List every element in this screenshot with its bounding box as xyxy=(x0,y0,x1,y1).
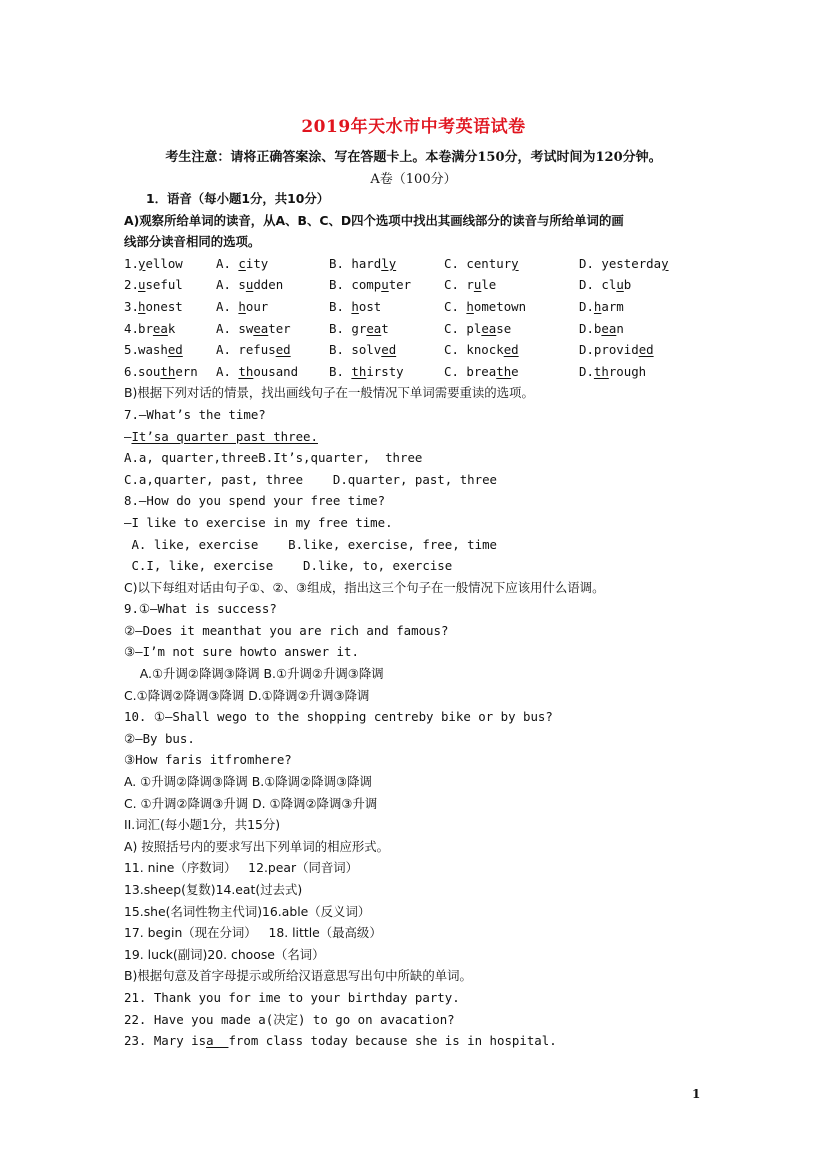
part2-b-instruction: B)根据句意及首字母提示或所给汉语意思写出句中所缺的单词。 xyxy=(124,968,472,984)
exam-notice: 考生注意：请将正确答案涂、写在答题卡上。本卷满分150分，考试时间为120分钟。 xyxy=(165,150,662,165)
underlined-letters: y xyxy=(661,255,669,271)
option-d xyxy=(579,296,624,318)
option-letter: B. xyxy=(329,255,352,271)
option-c xyxy=(444,253,519,275)
word-part: k xyxy=(167,320,176,336)
word-part: ellow xyxy=(145,255,183,271)
word-part: hard xyxy=(351,255,382,271)
word-part: cl xyxy=(601,277,617,293)
underlined-letters: th xyxy=(238,363,254,379)
q9-line3: ③—I’m not sure howto answer it. xyxy=(124,644,359,660)
underlined-letters: y xyxy=(511,255,519,271)
vocab-line: 17. begin（现在分词） 18. little（最高级） xyxy=(124,925,382,941)
q7-line2 xyxy=(124,426,704,448)
option-letter: A. xyxy=(216,277,239,293)
q23-prefix: 23. Mary is xyxy=(124,1033,207,1049)
q8-line1: 8.—How do you spend your free time? xyxy=(124,493,386,509)
option-letter: D. xyxy=(579,277,602,293)
word-part: knock xyxy=(466,342,504,358)
option-letter: B. xyxy=(329,277,352,293)
vocab-line: 19. luck(副词)20. choose（名词） xyxy=(124,946,325,962)
word-part: wash xyxy=(138,342,168,358)
underlined-letters: y xyxy=(138,255,146,271)
underlined-letters: h xyxy=(466,298,474,314)
word-part: ter xyxy=(388,277,412,293)
underlined-letters: th xyxy=(496,363,512,379)
option-d xyxy=(579,318,624,340)
option-a xyxy=(216,274,283,296)
option-a xyxy=(216,296,268,318)
word-part: ost xyxy=(358,298,382,314)
q21: 21. Thank you for ime to your birthday party. xyxy=(124,989,460,1005)
underlined-letters: th xyxy=(351,363,367,379)
option-letter: B. xyxy=(329,363,352,379)
phonetic-question-row xyxy=(124,274,704,296)
underlined-letters: ea xyxy=(152,320,168,336)
part1-b-instruction: B)根据下列对话的情景，找出画线句子在一般情况下单词需要重读的选项。 xyxy=(124,385,534,401)
q9-options-row1: A.①升调②降调③降调 B.①升调②升调③降调 xyxy=(124,666,384,682)
q23-blank: a xyxy=(206,1033,229,1049)
vocab-line: 15.she(名词性物主代词)16.able（反义词） xyxy=(124,903,371,919)
word-part: gr xyxy=(351,320,367,336)
underlined-letters: u xyxy=(138,277,146,293)
option-letter: C. xyxy=(444,342,467,358)
option-letter: A. xyxy=(216,320,239,336)
word-part: n xyxy=(616,320,624,336)
underlined-letters: u xyxy=(381,277,389,293)
q7-line1: 7.—What’s the time? xyxy=(124,406,266,422)
vocab-line: 13.sheep(复数)14.eat(过去式) xyxy=(124,882,303,897)
option-b xyxy=(329,339,396,361)
option-letter: C. xyxy=(444,277,467,293)
underlined-letters: u xyxy=(616,277,624,293)
word-part: rough xyxy=(608,363,647,379)
option-letter: D. xyxy=(579,342,594,358)
option-letter: D. xyxy=(579,320,594,336)
option-c xyxy=(444,339,519,361)
underlined-letters: ed xyxy=(503,342,519,358)
word-part: solv xyxy=(351,342,382,358)
phonetic-question-row xyxy=(124,361,704,383)
underlined-letters: ed xyxy=(638,342,654,358)
word-part: t xyxy=(381,320,389,336)
underlined-letters: ea xyxy=(366,320,382,336)
option-b xyxy=(329,274,411,296)
part1-a-instruction-line2: 线部分读音相同的选项。 xyxy=(124,234,261,250)
option-letter: D. xyxy=(579,363,594,379)
part2-a-instruction: A) 按照括号内的要求写出下列单词的相应形式。 xyxy=(124,838,390,854)
word-part: seful xyxy=(145,277,183,293)
underlined-letters: u xyxy=(473,277,482,293)
underlined-letters: ed xyxy=(275,342,291,358)
q10-line3: ③How faris itfromhere? xyxy=(124,752,292,768)
vocab-line: 11. nine（序数词） 12.pear（同音词） xyxy=(124,860,359,876)
word-part: brea xyxy=(466,363,497,379)
word-part: b xyxy=(593,320,602,336)
underlined-letters: h xyxy=(138,298,146,314)
option-letter: B. xyxy=(329,320,352,336)
option-letter: B. xyxy=(329,342,352,358)
option-letter: A. xyxy=(216,255,239,271)
phonetic-question-row xyxy=(124,253,704,275)
option-letter: C. xyxy=(444,298,467,314)
underlined-letters: ea xyxy=(601,320,617,336)
option-letter: C. xyxy=(444,255,467,271)
part1-c-instruction: C)以下每组对话由句子①、②、③组成，指出这三个句子在一般情况下应该用什么语调。 xyxy=(124,579,605,595)
question-number: 6. xyxy=(124,363,139,379)
page-title: 2019年天水市中考英语试卷 xyxy=(301,117,526,137)
part1-a-instruction-line1: A)观察所给单词的读音，从A、B、C、D四个选项中找出其画线部分的读音与所给单词的画 xyxy=(124,212,624,228)
option-d xyxy=(579,361,646,383)
q9-line1: 9.①—What is success? xyxy=(124,601,277,617)
word-part: comp xyxy=(351,277,382,293)
underlined-letters: c xyxy=(238,255,246,271)
q7-options-row1: A.a, quarter,threeB.It’s,quarter, three xyxy=(124,450,423,466)
given-word xyxy=(138,339,183,361)
underlined-letters: ly xyxy=(381,255,397,271)
word-part: our xyxy=(245,298,269,314)
word-part: s xyxy=(238,277,246,293)
q9-line2: ②—Does it meanthat you are rich and famous? xyxy=(124,622,449,638)
word-part: e xyxy=(511,363,519,379)
phonetic-question-row xyxy=(124,296,704,318)
option-letter: D. xyxy=(579,255,602,271)
word-part: onest xyxy=(145,298,183,314)
question-number: 3. xyxy=(124,298,139,314)
option-a xyxy=(216,253,268,275)
option-a xyxy=(216,318,291,340)
option-letter: B. xyxy=(329,298,352,314)
question-number: 2. xyxy=(124,277,139,293)
option-letter: A. xyxy=(216,298,239,314)
q23 xyxy=(124,1030,704,1052)
q10-options-row1: A. ①升调②降调③降调 B.①降调②降调③降调 xyxy=(124,774,372,790)
q22: 22. Have you made a(决定) to go on avacation? xyxy=(124,1011,455,1027)
option-c xyxy=(444,318,511,340)
exam-body xyxy=(124,188,704,1052)
underlined-letters: ea xyxy=(253,320,269,336)
word-part: centur xyxy=(466,255,512,271)
option-d xyxy=(579,274,631,296)
q8-options-row2: C.I, like, exercise D.like, to, exercise xyxy=(124,558,453,574)
given-word xyxy=(138,253,183,275)
underlined-letters: h xyxy=(238,298,246,314)
word-part: refus xyxy=(238,342,276,358)
q9-options-row2: C.①降调②降调③降调 D.①降调②升调③降调 xyxy=(124,687,370,703)
option-b xyxy=(329,253,396,275)
option-letter: C. xyxy=(444,320,467,336)
word-part: pl xyxy=(466,320,482,336)
q7-dash: — xyxy=(124,428,132,444)
q8-line2: —I like to exercise in my free time. xyxy=(124,514,393,530)
part2-heading: II.词汇(每小题1分，共15分) xyxy=(124,817,281,833)
option-d xyxy=(579,253,669,275)
option-c xyxy=(444,296,526,318)
q10-options-row2: C. ①升调②降调③升调 D. ①降调②降调③升调 xyxy=(124,795,378,811)
word-part: br xyxy=(138,320,153,336)
word-part: le xyxy=(481,277,497,293)
given-word xyxy=(138,274,183,296)
q23-suffix: from class today because she is in hospital. xyxy=(228,1033,557,1049)
section-a-heading: A卷（100分） xyxy=(370,172,457,187)
option-letter: C. xyxy=(444,363,467,379)
word-part: ousand xyxy=(253,363,299,379)
given-word xyxy=(138,296,183,318)
option-letter: A. xyxy=(216,363,239,379)
q7-underlined-sentence: It’sa quarter past three. xyxy=(131,428,318,444)
word-part: irsty xyxy=(366,363,404,379)
underlined-letters: u xyxy=(245,277,254,293)
word-part: b xyxy=(623,277,632,293)
underlined-letters: th xyxy=(160,363,176,379)
word-part: ometown xyxy=(473,298,527,314)
phonetic-question-row xyxy=(124,339,704,361)
option-letter: D. xyxy=(579,298,594,314)
phonetic-question-row xyxy=(124,318,704,340)
page-number: 1 xyxy=(692,1087,701,1101)
word-part: provid xyxy=(593,342,639,358)
given-word xyxy=(138,361,198,383)
word-part: sw xyxy=(238,320,254,336)
part1-heading: 1．语音（每小题1分，共10分） xyxy=(146,191,330,206)
word-part: sou xyxy=(138,363,161,379)
word-part: r xyxy=(466,277,474,293)
question-number: 4. xyxy=(124,320,139,336)
word-part: yesterda xyxy=(601,255,662,271)
q8-options-row1: A. like, exercise B.like, exercise, free, time xyxy=(124,536,497,552)
option-a xyxy=(216,339,291,361)
option-c xyxy=(444,274,496,296)
option-b xyxy=(329,296,381,318)
word-part: dden xyxy=(253,277,284,293)
word-part: se xyxy=(496,320,512,336)
underlined-letters: ed xyxy=(381,342,397,358)
word-part: ity xyxy=(245,255,269,271)
word-part: arm xyxy=(601,298,624,314)
q10-line2: ②—By bus. xyxy=(124,730,195,746)
underlined-letters: h xyxy=(593,298,602,314)
question-number: 1. xyxy=(124,255,139,271)
underlined-letters: h xyxy=(351,298,359,314)
option-letter: A. xyxy=(216,342,239,358)
phonetic-questions xyxy=(124,253,704,383)
underlined-letters: ed xyxy=(167,342,183,358)
option-c xyxy=(444,361,519,383)
option-a xyxy=(216,361,298,383)
given-word xyxy=(138,318,175,340)
underlined-letters: ea xyxy=(481,320,497,336)
option-b xyxy=(329,318,389,340)
q10-line1: 10. ①—Shall wego to the shopping centreby bike or by bus? xyxy=(124,709,553,725)
underlined-letters: th xyxy=(593,363,609,379)
question-number: 5. xyxy=(124,342,139,358)
q7-options-row2: C.a,quarter, past, three D.quarter, past, three xyxy=(124,471,497,487)
option-b xyxy=(329,361,404,383)
word-part: ter xyxy=(268,320,291,336)
option-d xyxy=(579,339,654,361)
word-part: ern xyxy=(175,363,198,379)
